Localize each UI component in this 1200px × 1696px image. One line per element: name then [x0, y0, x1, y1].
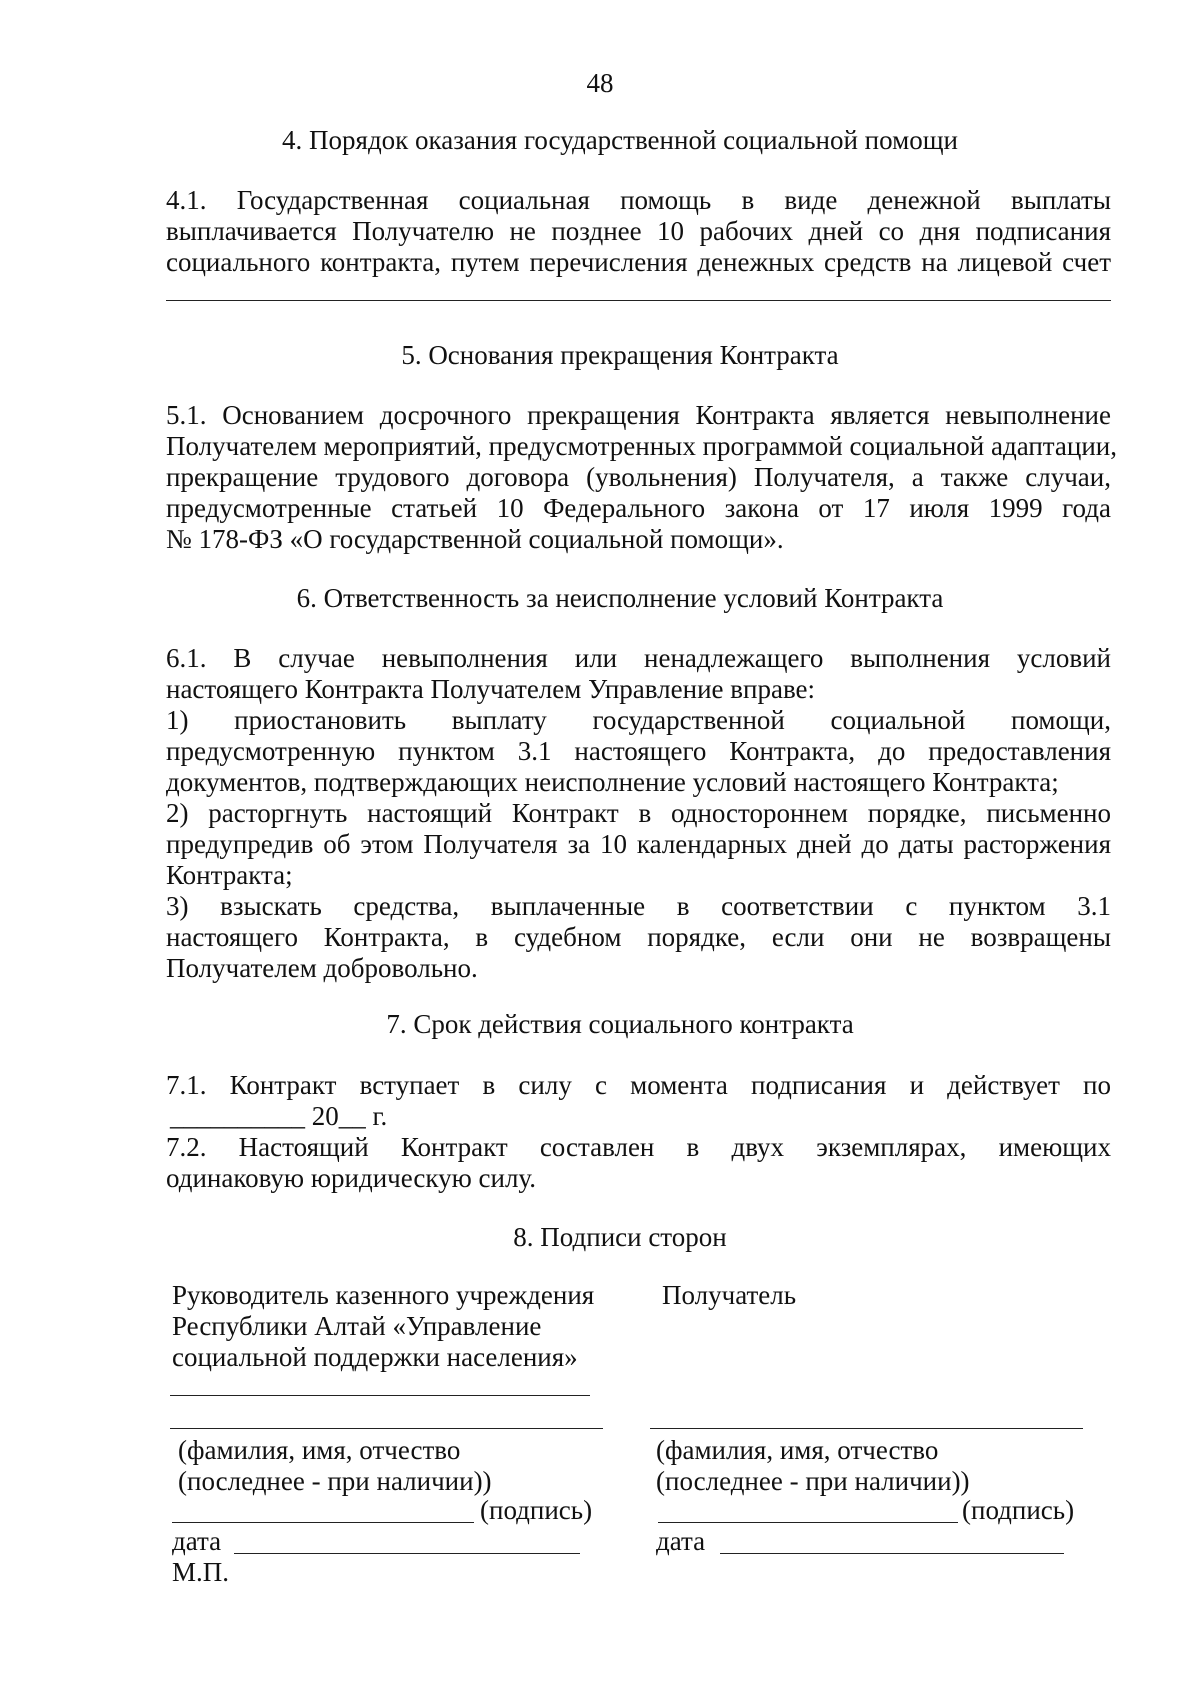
- stamp-place-label: М.П.: [172, 1557, 230, 1587]
- section-7-p1-line-1: 7.1. Контракт вступает в силу с момента подписания и действует по: [166, 1070, 1111, 1100]
- section-5-p1-line-1: 5.1. Основанием досрочного прекращения Контракта является невыполнение: [166, 400, 1111, 430]
- recipient-fio-caption-2: (последнее - при наличии)): [656, 1466, 970, 1496]
- section-6-p1-line-2: настоящего Контракта Получателем Управление вправе:: [166, 674, 816, 704]
- section-4-p1-line-1: 4.1. Государственная социальная помощь в виде денежной выплаты: [166, 185, 1111, 215]
- recipient-title: Получатель: [662, 1280, 797, 1310]
- section-6-item-1-line-3: документов, подтверждающих неисполнение условий настоящего Контракта;: [166, 767, 1059, 797]
- signer-name-line: [170, 1428, 603, 1429]
- section-6-item-2-line-3: Контракта;: [166, 860, 293, 890]
- section-5-p1-line-3: прекращение трудового договора (увольнения) Получателя, а также случаи,: [166, 462, 1111, 492]
- section-7-heading: 7. Срок действия социального контракта: [386, 1009, 854, 1039]
- section-6-p1-line-1: 6.1. В случае невыполнения или ненадлежащего выполнения условий: [166, 643, 1111, 673]
- section-4-p1-line-2: выплачивается Получателю не позднее 10 рабочих дней со дня подписания: [166, 216, 1111, 246]
- section-6-item-2-line-2: предупредив об этом Получателя за 10 календарных дней до даты расторжения: [166, 829, 1111, 859]
- section-6-item-3-line-3: Получателем добровольно.: [166, 953, 478, 983]
- signer-org-line-3: социальной поддержки населения»: [172, 1342, 578, 1372]
- account-number-blank-line: [166, 300, 1111, 301]
- signer-date-line: [234, 1553, 580, 1554]
- recipient-date-label: дата: [656, 1526, 706, 1556]
- recipient-fio-caption-1: (фамилия, имя, отчество: [656, 1435, 939, 1465]
- signer-org-blank-line: [170, 1395, 590, 1396]
- signer-org-line-1: Руководитель казенного учреждения: [172, 1280, 595, 1310]
- signer-signature-caption: (подпись): [480, 1495, 593, 1525]
- section-6-item-3-line-1: 3) взыскать средства, выплаченные в соответствии с пунктом 3.1: [166, 891, 1111, 921]
- recipient-date-line: [720, 1553, 1064, 1554]
- page-number: 48: [586, 68, 614, 98]
- section-5-p1-line-2: Получателем мероприятий, предусмотренных программой социальной адаптации,: [166, 431, 1117, 461]
- section-4-p1-line-3: социального контракта, путем перечисления денежных средств на лицевой счет: [166, 247, 1111, 277]
- section-8-heading: 8. Подписи сторон: [513, 1222, 727, 1252]
- signer-date-label: дата: [172, 1526, 222, 1556]
- section-4-heading: 4. Порядок оказания государственной социальной помощи: [282, 125, 958, 155]
- signer-signature-line: [172, 1522, 474, 1523]
- recipient-name-line: [650, 1428, 1083, 1429]
- section-5-p1-line-4: предусмотренные статьей 10 Федерального закона от 17 июля 1999 года: [166, 493, 1111, 523]
- recipient-signature-caption: (подпись): [962, 1495, 1075, 1525]
- section-7-p2-line-2: одинаковую юридическую силу.: [166, 1163, 536, 1193]
- signer-org-line-2: Республики Алтай «Управление: [172, 1311, 542, 1341]
- section-6-item-2-line-1: 2) расторгнуть настоящий Контракт в одностороннем порядке, письменно: [166, 798, 1111, 828]
- section-5-p1-line-5: № 178-ФЗ «О государственной социальной помощи».: [166, 524, 784, 554]
- section-6-item-3-line-2: настоящего Контракта, в судебном порядке, если они не возвращены: [166, 922, 1111, 952]
- section-6-item-1-line-2: предусмотренную пунктом 3.1 настоящего Контракта, до предоставления: [166, 736, 1111, 766]
- section-6-heading: 6. Ответственность за неисполнение условий Контракта: [296, 583, 944, 613]
- section-7-p2-line-1: 7.2. Настоящий Контракт составлен в двух экземплярах, имеющих: [166, 1132, 1111, 1162]
- section-6-item-1-line-1: 1) приостановить выплату государственной социальной помощи,: [166, 705, 1111, 735]
- contract-end-date: __________ 20__ г.: [170, 1101, 388, 1131]
- section-5-heading: 5. Основания прекращения Контракта: [401, 340, 839, 370]
- signer-fio-caption-2: (последнее - при наличии)): [178, 1466, 492, 1496]
- signer-fio-caption-1: (фамилия, имя, отчество: [178, 1435, 461, 1465]
- recipient-signature-line: [658, 1522, 958, 1523]
